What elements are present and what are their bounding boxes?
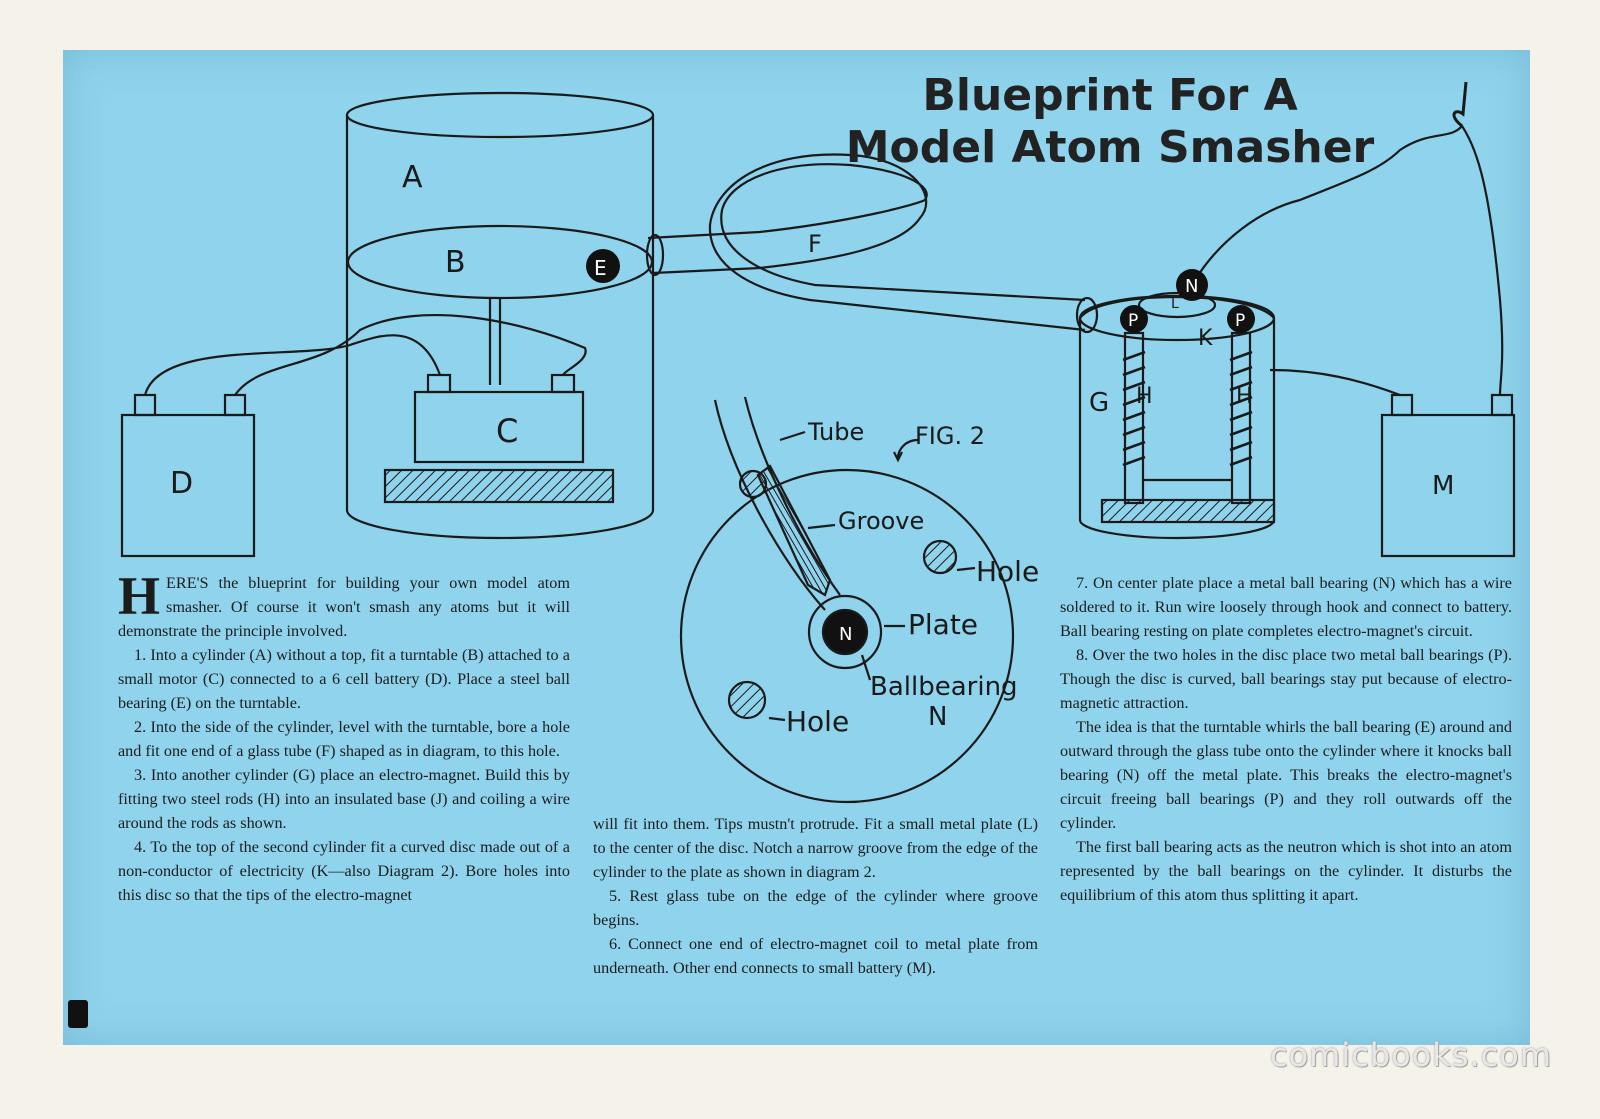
fig2-label-n: N (928, 702, 948, 732)
label-k: K (1198, 326, 1213, 351)
label-h-left: H (1136, 384, 1153, 409)
step-3: 3. Into another cylinder (G) place an electro-magnet. Build this by fitting two steel rods (H) into an insulated base (J) and coiling a wire around the rods as shown. (118, 766, 570, 832)
step-8: 8. Over the two holes in the disc place two metal ball bearings (P). Though the disc is curved, ball bearings stay put because of electro-magnetic attraction. (1060, 646, 1512, 712)
text-column-3 (1060, 571, 1512, 907)
step-1: 1. Into a cylinder (A) without a top, fit a turntable (B) attached to a small motor (C) connected to a 6 cell battery (D). Place a steel ball bearing (E) on the turntable. (118, 646, 570, 712)
intro-paragraph: ERE'S the blueprint for building your own model atom smasher. Of course it won't smash any atoms but it will demonstrate the principle involved. (118, 574, 570, 640)
text-column-1 (118, 566, 570, 907)
label-p-right: P (1235, 311, 1246, 331)
label-c: C (496, 412, 519, 450)
step-2: 2. Into the side of the cylinder, level with the turntable, bore a hole and fit one end of a glass tube (F) shaped as in diagram, to this hole. (118, 718, 570, 760)
fig2-label-plate: Plate (908, 608, 979, 641)
label-e: E (594, 256, 607, 280)
watermark: comicbooks.com (1270, 1036, 1553, 1074)
step-4-continued: will fit into them. Tips mustn't protrude. Fit a small metal plate (L) to the center of the disc. Notch a narrow groove from the edge of the cylinder to the plate as shown in diagram 2. (593, 815, 1038, 881)
label-h-right: H (1236, 384, 1253, 409)
idea-paragraph: The idea is that the turntable whirls the ball bearing (E) around and outward through the glass tube onto the cylinder where it knocks ball bearing (N) off the metal plate. This breaks the electro-magnet's circuit freeing ball bearings (P) and they roll outwards off the cylinder. (1060, 718, 1512, 832)
label-m: M (1432, 471, 1455, 501)
label-a: A (402, 160, 423, 195)
fig2-center-label: N (839, 624, 853, 645)
fig2-diagram (681, 397, 1013, 802)
base-plate-a (385, 470, 613, 502)
label-f: F (808, 230, 822, 258)
label-p-left: P (1128, 311, 1139, 331)
drop-cap: H (118, 566, 161, 626)
insulated-base-j (1102, 500, 1274, 522)
label-b: B (445, 245, 466, 280)
fig2-caption: FIG. 2 (915, 422, 986, 450)
label-l: L (1171, 296, 1179, 312)
step-4: 4. To the top of the second cylinder fit a curved disc made out of a non-conductor of electricity (K—also Diagram 2). Bore holes into this disc so that the tips of the electro-magnet (118, 838, 570, 904)
fig2-label-tube: Tube (808, 418, 865, 446)
title-line-1: Blueprint For A (922, 70, 1298, 121)
glass-tube-f (648, 164, 1085, 300)
label-g: G (1089, 388, 1110, 418)
step-6: 6. Connect one end of electro-magnet coil to metal plate from underneath. Other end connects to small battery (M). (593, 935, 1038, 977)
text-column-2 (593, 812, 1038, 980)
hook (1454, 82, 1466, 126)
title-line-2: Model Atom Smasher (845, 122, 1375, 173)
neutron-paragraph: The first ball bearing acts as the neutron which is shot into an atom represented by the ball bearings on the cylinder. It disturbs the equilibrium of this atom thus splitting it apart. (1060, 838, 1512, 904)
step-5: 5. Rest glass tube on the edge of the cylinder where groove begins. (593, 887, 1038, 929)
fig2-label-hole-lower: Hole (786, 705, 850, 738)
label-d: D (170, 466, 194, 501)
step-7: 7. On center plate place a metal ball bearing (N) which has a wire soldered to it. Run wire loosely through hook and connect to battery. Ball bearing resting on plate completes electro-magnet's circuit. (1060, 574, 1512, 640)
fig2-label-hole-upper: Hole (976, 555, 1040, 588)
fig2-label-ballbearing: Ballbearing (870, 672, 1018, 702)
fig2-label-groove: Groove (838, 507, 925, 535)
page-title (830, 70, 1390, 174)
label-n: N (1185, 276, 1199, 297)
